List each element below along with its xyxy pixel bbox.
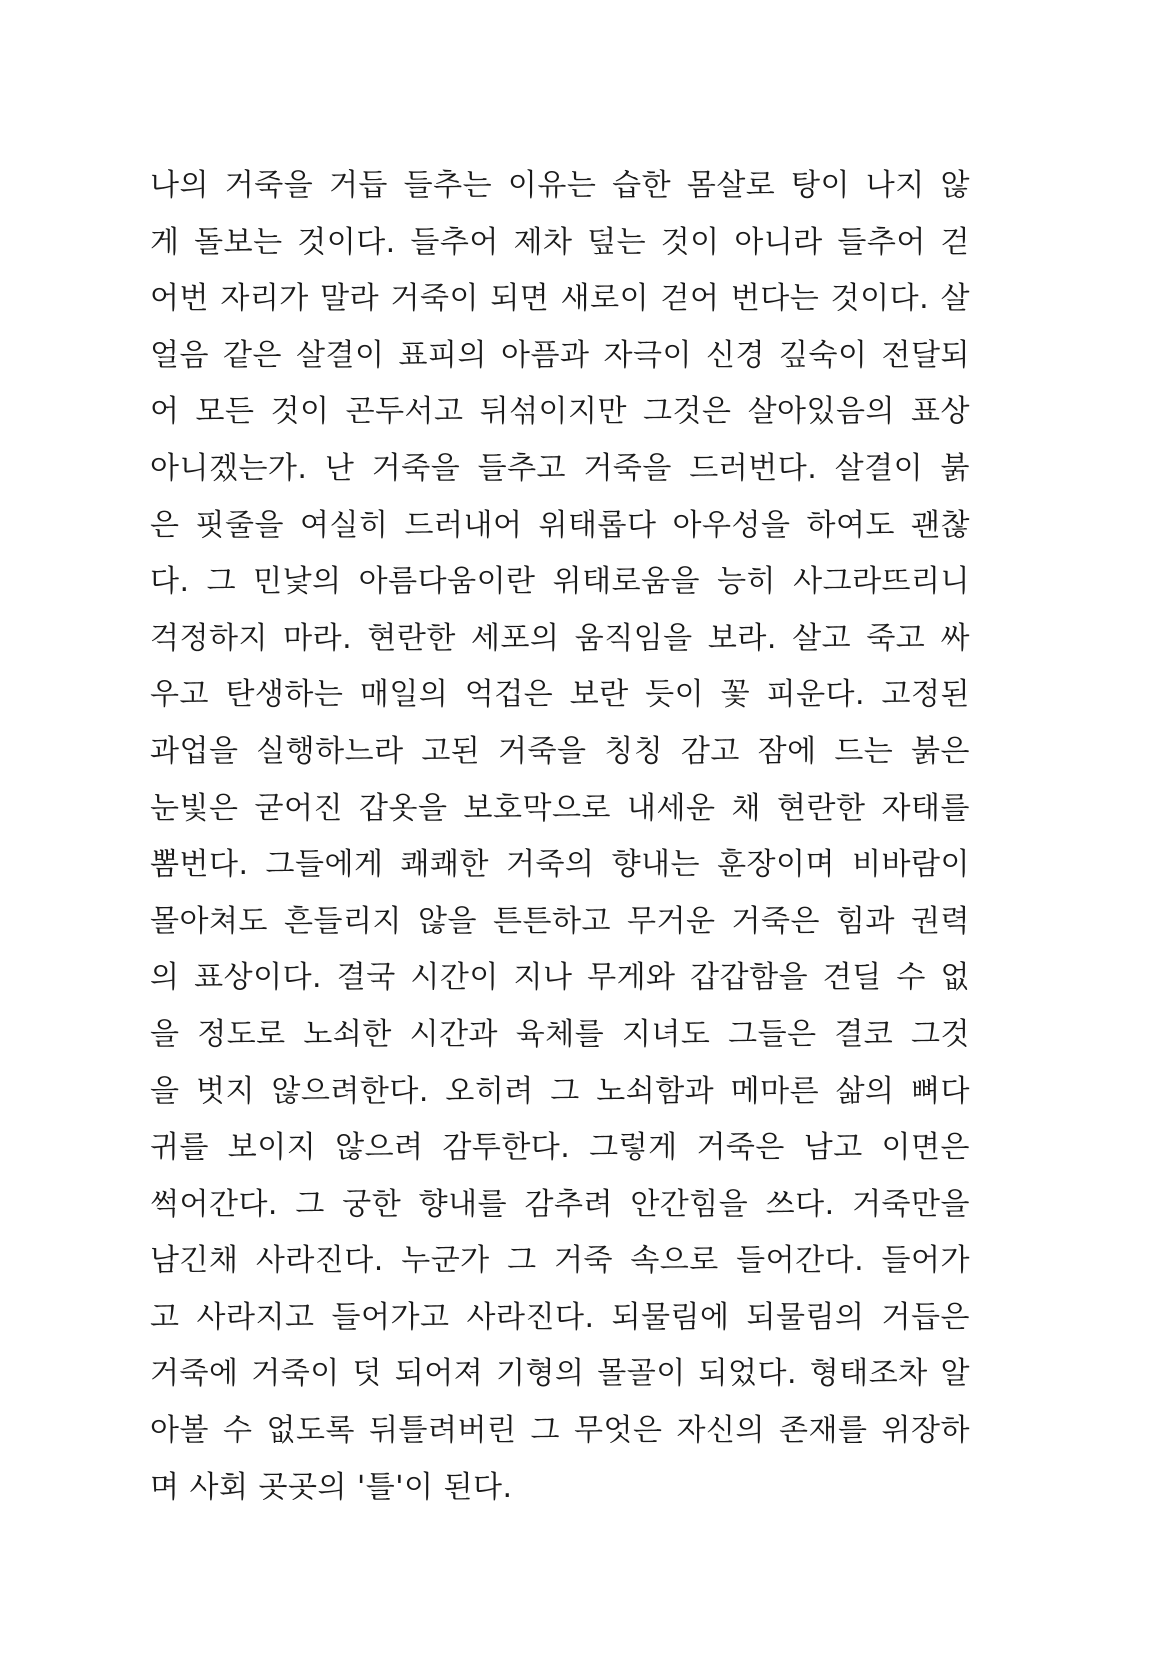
body-text (150, 158, 970, 1516)
text-line: 의 표상이다. 결국 시간이 지나 무게와 갑갑함을 견딜 수 없 (150, 960, 970, 996)
text-line: 을 정도로 노쇠한 시간과 육체를 지녀도 그들은 결코 그것 (150, 1016, 970, 1052)
text-line: 어 모든 것이 곤두서고 뒤섞이지만 그것은 살아있음의 표상 (150, 394, 970, 430)
text-line: 과업을 실행하느라 고된 거죽을 칭칭 감고 잠에 드는 붉은 (150, 733, 970, 769)
text-line: 걱정하지 마라. 현란한 세포의 움직임을 보라. 살고 죽고 싸 (150, 620, 970, 656)
text-line: 은 핏줄을 여실히 드러내어 위태롭다 아우성을 하여도 괜찮 (150, 507, 970, 543)
text-line: 몰아쳐도 흔들리지 않을 튼튼하고 무거운 거죽은 힘과 권력 (150, 903, 970, 939)
text-line: 귀를 보이지 않으려 감투한다. 그렇게 거죽은 남고 이면은 (150, 1130, 970, 1166)
text-line: 얼음 같은 살결이 표피의 아픔과 자극이 신경 깊숙이 전달되 (150, 337, 970, 373)
text-line: 아니겠는가. 난 거죽을 들추고 거죽을 드러번다. 살결이 붉 (150, 450, 970, 486)
text-line: 눈빛은 굳어진 갑옷을 보호막으로 내세운 채 현란한 자태를 (150, 790, 970, 826)
text-line: 뽐번다. 그들에게 쾌쾌한 거죽의 향내는 훈장이며 비바람이 (150, 847, 970, 883)
text-line: 우고 탄생하는 매일의 억겁은 보란 듯이 꽃 피운다. 고정된 (150, 677, 970, 713)
text-line: 아볼 수 없도록 뒤틀려버린 그 무엇은 자신의 존재를 위장하 (150, 1413, 970, 1449)
text-line: 썩어간다. 그 궁한 향내를 감추려 안간힘을 쓰다. 거죽만을 (150, 1186, 970, 1222)
text-line: 남긴채 사라진다. 누군가 그 거죽 속으로 들어간다. 들어가 (150, 1243, 970, 1279)
text-line: 을 벗지 않으려한다. 오히려 그 노쇠함과 메마른 삶의 뼈다 (150, 1073, 970, 1109)
text-line: 거죽에 거죽이 덧 되어져 기형의 몰골이 되었다. 형태조차 알 (150, 1356, 970, 1392)
text-line: 고 사라지고 들어가고 사라진다. 되물림에 되물림의 거듭은 (150, 1299, 970, 1335)
text-line: 게 돌보는 것이다. 들추어 제차 덮는 것이 아니라 들추어 걷 (150, 224, 970, 260)
text-line: 어번 자리가 말라 거죽이 되면 새로이 걷어 번다는 것이다. 살 (150, 281, 970, 317)
text-line: 며 사회 곳곳의 '틀'이 된다. (150, 1469, 513, 1505)
text-line: 나의 거죽을 거듭 들추는 이유는 습한 몸살로 탕이 나지 않 (150, 168, 970, 203)
text-line: 다. 그 민낯의 아름다움이란 위태로움을 능히 사그라뜨리니 (150, 564, 970, 600)
